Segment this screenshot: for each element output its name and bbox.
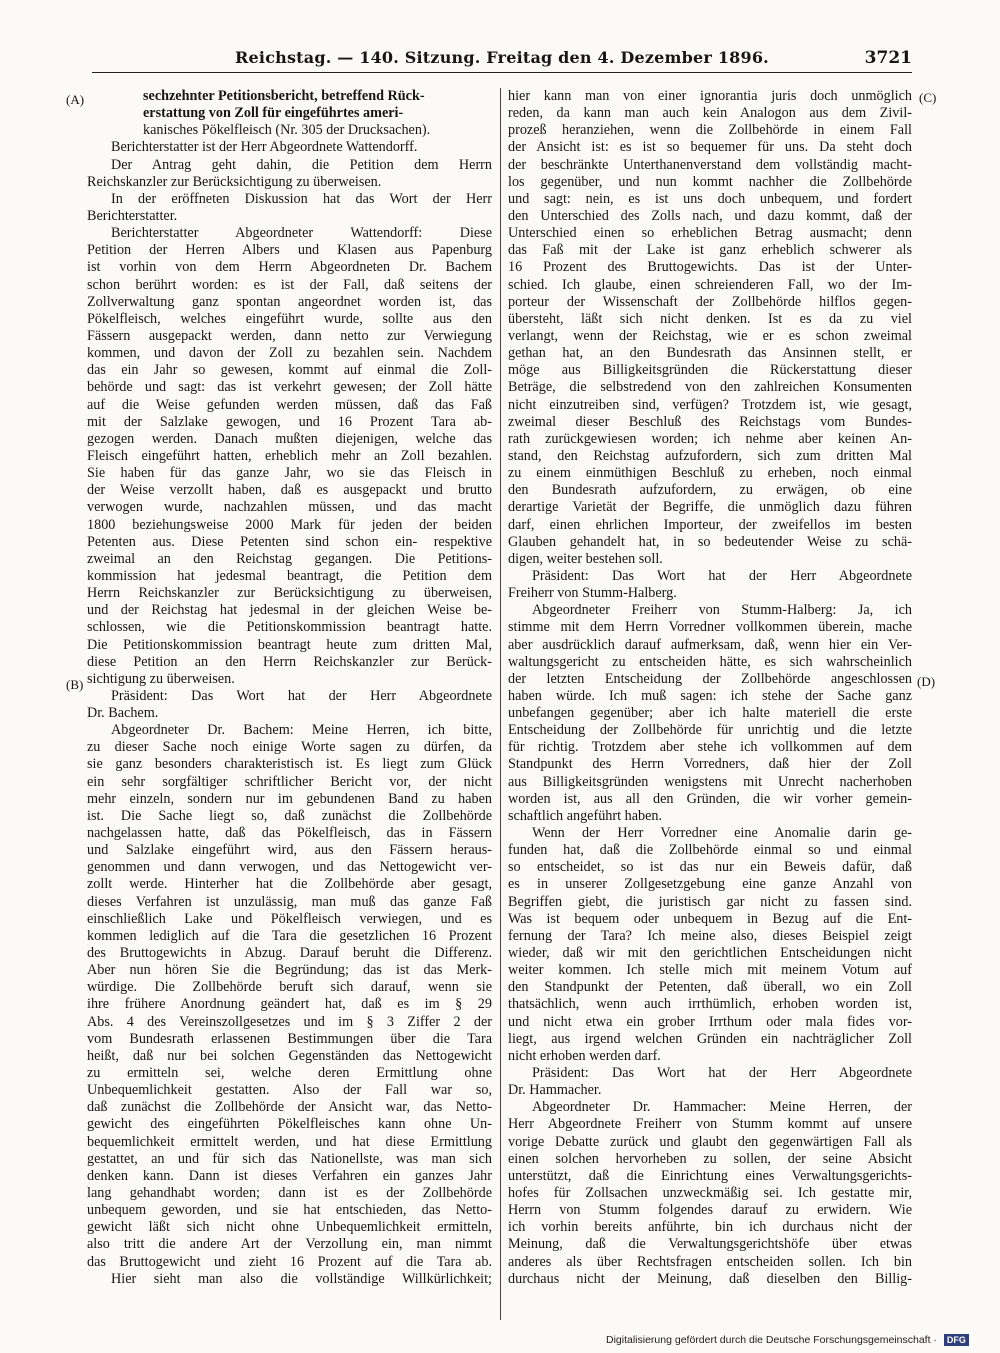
text-line: nicht einzutreiben sind, verfügen? Trotzdem ist, wie gesagt, bbox=[508, 396, 912, 413]
text-line: Der Antrag geht dahin, die Petition dem Herrn bbox=[111, 156, 492, 173]
text-line: unterstützt, daß die Einrichtung eines Verwaltungsgerichts- bbox=[508, 1167, 912, 1184]
text-line: daß zunächst die Zollbehörde der Ansicht war, das Netto- bbox=[87, 1099, 492, 1116]
text-line: ein sehr sorgfältiger schriftlicher Bericht vor, der nicht bbox=[87, 773, 492, 790]
text-line: der Weise verzollt haben, daß es ausgepackt und brutto bbox=[87, 482, 492, 499]
text-line: reden, da kann man auch kein Analogon aus dem Zivil- bbox=[508, 105, 912, 122]
margin-marker-c: (C) bbox=[919, 90, 937, 105]
text-line: und Salzlake eingeführt wird, aus den Fässern heraus- bbox=[87, 842, 492, 859]
text-line: und nicht etwa ein grober Irrthum oder mala fides vor- bbox=[508, 1013, 912, 1030]
text-line: sechzehnter Petitionsbericht, betreffend Rück- bbox=[143, 88, 425, 104]
text-line: kanisches Pökelfleisch (Nr. 305 der Drucksachen). bbox=[143, 122, 431, 139]
text-line: wieder, daß wir mit den gerichtlichen Entscheidungen nicht bbox=[508, 945, 912, 962]
text-line: mehr einzeln, sondern nur im gebundenen Band zu haben bbox=[87, 790, 492, 807]
text-line: ihre frühere Anordnung geändert hat, daß es im § 29 bbox=[87, 996, 492, 1013]
text-line: genommen und dann verwogen, und das Nettogewicht ver- bbox=[87, 859, 492, 876]
text-line: Reichskanzler zur Berücksichtigung zu überweisen. bbox=[87, 173, 382, 190]
text-line: Präsident: Das Wort hat der Herr Abgeordnete bbox=[111, 687, 492, 704]
text-line: der beschränkte Unterthanenverstand dem vollständig macht- bbox=[508, 156, 912, 173]
text-line: erstattung von Zoll für eingeführtes ameri- bbox=[143, 105, 404, 122]
text-line: Abs. 4 des Vereinszollgesetzes und im § 3 Ziffer 2 der bbox=[87, 1013, 492, 1030]
text-line: weiter kommen. Ich stelle mich mit meinem Votum auf bbox=[508, 962, 912, 979]
text-line: es in unserer Zollgesetzgebung eine ganze Anzahl von bbox=[508, 876, 912, 893]
text-line: porteur der Wissenschaft der Zollbehörde hilflos gegen- bbox=[508, 293, 912, 310]
text-line: Abgeordneter Dr. Hammacher: Meine Herren, der bbox=[532, 1099, 912, 1116]
text-line: Unbequemlichkeit gestatten. Also der Fall war so, bbox=[87, 1082, 492, 1099]
right-column bbox=[508, 88, 912, 1288]
text-line: Berichterstatter ist der Herr Abgeordnete Wattendorff. bbox=[111, 139, 418, 156]
text-line: möge aus Billigkeitsgründen die Rückerstattung dieser bbox=[508, 362, 912, 379]
text-line: vom Bundesrath erlassenen Bestimmungen über die Tara bbox=[87, 1030, 492, 1047]
text-line: sichtigung zu überweisen. bbox=[87, 670, 235, 687]
text-line: kommen lediglich auf die Tara die gesetzlichen 16 Prozent bbox=[87, 927, 492, 944]
text-line: Fleisch eingeführt hatten, erheblich mehr an Zoll bezahlen. bbox=[87, 447, 492, 464]
text-line: Standpunkt des Herrn Vorredners, daß hier der Zoll bbox=[508, 756, 912, 773]
text-line: bequemlichkeit ermittelt werden, und hat diese Ermittlung bbox=[87, 1133, 492, 1150]
text-line: Berichterstatter Abgeordneter Wattendorff: Diese bbox=[111, 225, 492, 242]
text-line: verwogen wurde, nachzahlen müssen, und das macht bbox=[87, 499, 492, 516]
text-line: liegt, aus irgend welchen Gründen ein nachträglicher Zoll bbox=[508, 1030, 912, 1047]
text-line: lang gehandhabt worden; dann ist es der Zollbehörde bbox=[87, 1185, 492, 1201]
text-line: Wenn der Herr Vorredner eine Anomalie darin ge- bbox=[532, 825, 912, 842]
text-line: den Unterschied des Zolls nach, und dazu kommt, daß der bbox=[508, 207, 912, 224]
text-line: zu einem einmüthigen Beschluß zu erheben, noch einmal bbox=[508, 465, 912, 482]
text-line: Aber nun hören Sie die Begründung; das ist das Merk- bbox=[87, 962, 492, 979]
text-line: kommission hat jedesmal beantragt, die Petition dem bbox=[87, 567, 492, 584]
text-line: Entscheidung der Zollbehörde für unrichtig und die letzte bbox=[508, 722, 912, 739]
text-line: das Faß mit der Lake ist ganz erheblich schwerer als bbox=[508, 242, 912, 259]
text-line: Pökelfleisch, welches eingeführt wurde, sollte aus den bbox=[87, 310, 492, 327]
text-line: Glauben gehandelt hat, in so bedeutender Weise zu schä- bbox=[508, 533, 912, 550]
text-line: schied. Ich glaube, einen schreienderen Fall, wo der Im- bbox=[508, 276, 912, 293]
page-number: 3721 bbox=[864, 48, 912, 68]
text-line: gezogen werden. Danach mußten diejenigen, welche das bbox=[87, 430, 492, 447]
text-line: gewicht läßt sich nicht ohne Unbequemlichkeit ermitteln, bbox=[87, 1219, 492, 1236]
text-line: Petition der Herren Albers und Klasen aus Papenburg bbox=[87, 242, 492, 259]
text-line: In der eröffneten Diskussion hat das Wort der Herr bbox=[111, 190, 492, 207]
text-line: zweimal dieser Beschluß des Reichstags vom Bundes- bbox=[508, 413, 912, 430]
text-line: haben würde. Ich muß sagen: ich stehe der Sache ganz bbox=[508, 687, 912, 704]
text-line: Begriffen giebt, die juristisch gar nicht zu fassen sind. bbox=[508, 893, 912, 910]
text-line: kommen, und davon der Zoll zu bezahlen sein. Nachdem bbox=[87, 345, 492, 362]
text-line: denken kann. Dann ist dieses Verfahren ein ganzes Jahr bbox=[87, 1167, 492, 1184]
text-line: nachgelassen hatte, daß das Pökelfleisch, das in Fässern bbox=[87, 825, 492, 842]
text-line: Beträge, die selbstredend von den zahlreichen Konsumenten bbox=[508, 379, 912, 396]
text-line: Hier sieht man also die vollständige Willkürlichkeit; bbox=[111, 1270, 492, 1287]
text-line: der letzten Entscheidung der Zollbehörde angeschlossen bbox=[508, 670, 912, 687]
text-line: übersteht, läßt sich nicht denken. Ist es da zu viel bbox=[508, 310, 912, 327]
text-line: das Bruttogewicht und zieht 16 Prozent auf die Tara ab. bbox=[87, 1253, 492, 1270]
text-line: gewicht des eingeführten Pökelfleisches kann ohne Un- bbox=[87, 1116, 492, 1133]
text-line: unbequem geworden, und sie hat entschieden, das Netto- bbox=[87, 1202, 492, 1219]
text-line: waltungsgericht zu entscheiden hätte, es sich wahrscheinlich bbox=[508, 653, 912, 670]
text-line: Fässern ausgepackt werden, dann netto zur Verwiegung bbox=[87, 327, 492, 344]
text-line: hofes für Zollsachen unzweckmäßig sei. Ich gestatte mir, bbox=[508, 1185, 912, 1201]
text-line: Präsident: Das Wort hat der Herr Abgeordnete bbox=[532, 567, 912, 584]
text-line: digen, weiter bestehen soll. bbox=[508, 550, 663, 567]
text-line: heißt, daß nur bei solchen Gegenständen das Nettogewicht bbox=[87, 1047, 492, 1064]
text-line: ist vorhin von dem Herrn Abgeordneten Dr. Bachem bbox=[87, 259, 492, 276]
text-line: verlangt, wenn der Reichstag, wie er es schon zweimal bbox=[508, 327, 912, 344]
text-line: und sagt: nein, es ist uns doch unbequem, und fordert bbox=[508, 190, 912, 207]
text-line: fernung der Tara? Ich meine also, dieses Beispiel zeigt bbox=[508, 927, 912, 944]
footer-text: Digitalisierung gefördert durch die Deutsche Forschungsgemeinschaft bbox=[606, 1334, 931, 1346]
text-line: also tritt die andere Art der Verzollung ein, man nimmt bbox=[87, 1236, 492, 1253]
text-line: schaftlich angeführt haben. bbox=[508, 807, 663, 824]
text-line: anderes als über Rechtsfragen entscheiden sollen. Ich bin bbox=[508, 1253, 912, 1270]
text-line: der Ansicht ist: es ist so bequemer für uns. Da steht doch bbox=[508, 139, 912, 156]
text-line: Was ist bequem oder unbequem in Bezug auf die Ent- bbox=[508, 910, 912, 927]
left-column bbox=[87, 88, 492, 1288]
text-line: schon berührt worden: es ist der Fall, daß seitens der bbox=[87, 276, 492, 293]
text-line: einschließlich Lake und Pökelfleisch verwiegen, und es bbox=[87, 910, 492, 927]
text-line: würdige. Die Zollbehörde beruft sich darauf, wenn sie bbox=[87, 979, 492, 996]
text-line: zweimal an den Reichstag gegangen. Die Petitions- bbox=[87, 550, 492, 567]
text-line: ich vorhin bereits anführte, bin ich durchaus nicht der bbox=[508, 1219, 912, 1236]
margin-marker-a: (A) bbox=[66, 92, 85, 107]
text-line: mit der Salzlake gewogen, und 16 Prozent Tara ab- bbox=[87, 413, 492, 430]
text-line: Herrn von Stumm folgendes darauf zu erwidern. Wie bbox=[508, 1202, 912, 1219]
text-line: thatsächlich, wenn auch irrthümlich, erhoben worden ist, bbox=[508, 996, 912, 1013]
footer-credit: Digitalisierung gefördert durch die Deutsche Forschungsgemeinschaft · DFG bbox=[606, 1334, 986, 1348]
text-line: darf, einen ehrlichen Importeur, der zweifellos im besten bbox=[508, 516, 912, 533]
text-line: Dr. Bachem. bbox=[87, 705, 159, 722]
text-line: aus Billigkeitsgründen wenigstens mit Unrecht nacherhoben bbox=[508, 773, 912, 790]
text-line: sie ganz besonders charakteristisch ist. Es liegt zum Glück bbox=[87, 756, 492, 773]
text-line: schlossen, wie die Petitionskommission beantragt hatte. bbox=[87, 619, 492, 636]
text-line: den Standpunkt der Petenten, daß überall, wo ein Zoll bbox=[508, 979, 912, 996]
text-line: gethan hat, an den Bundesrath das Ansinnen stellt, er bbox=[508, 345, 912, 362]
text-line: prozeß heranziehen, wenn die Zollbehörde in einem Fall bbox=[508, 122, 912, 139]
header-title: Reichstag. — 140. Sitzung. Freitag den 4. Dezember 1896. bbox=[235, 48, 769, 67]
text-line: Meinung, daß die Verwaltungsgerichtshöfe über etwas bbox=[508, 1236, 912, 1253]
text-line: ist. Die Sache liegt so, daß zunächst die Zollbehörde bbox=[87, 807, 492, 824]
text-line: los gegenüber, und nun kommt nachher die Zollbehörde bbox=[508, 173, 912, 190]
text-line: stand, den Reichstag aufzufordern, sich zum dritten Mal bbox=[508, 447, 912, 464]
text-line: Präsident: Das Wort hat der Herr Abgeordnete bbox=[532, 1065, 912, 1082]
text-line: Herr Abgeordnete Freiherr von Stumm kommt auf unsere bbox=[508, 1116, 912, 1133]
text-line: behörde und sagt: das ist verkehrt gewesen; der Zoll hätte bbox=[87, 379, 492, 396]
text-line: funden hat, daß die Zollbehörde einmal so und einmal bbox=[508, 842, 912, 859]
text-line: nicht erhoben werden darf. bbox=[508, 1047, 661, 1064]
text-line: den Bundesrath aufzufordern, zu erwägen, ob eine bbox=[508, 482, 912, 499]
page-header bbox=[92, 44, 912, 73]
text-line: Abgeordneter Freiherr von Stumm-Halberg: Ja, ich bbox=[532, 602, 912, 619]
text-line: einen solchen hervorheben zu sollen, der seine Absicht bbox=[508, 1150, 912, 1167]
text-line: Unterschied einen so erheblichen Betrag ausmacht; denn bbox=[508, 225, 912, 242]
text-line: unbefangen gegenüber; aber ich halte materiell die erste bbox=[508, 705, 912, 722]
text-line: rath zurückgewiesen worden; ich nehme aber keinen An- bbox=[508, 430, 912, 447]
text-line: für richtig. Trotzdem aber stehe ich vollkommen auf dem bbox=[508, 739, 912, 756]
margin-marker-d: (D) bbox=[917, 674, 936, 689]
text-line: vorige Debatte zurück und glaubt den gegenwärtigen Fall als bbox=[508, 1133, 912, 1150]
text-line: auf die Weise gefunden werden müssen, daß das Faß bbox=[87, 396, 492, 413]
text-line: Freiherr von Stumm-Halberg. bbox=[508, 585, 677, 602]
text-line: 1800 beziehungsweise 2000 Mark für jeden der beiden bbox=[87, 516, 492, 533]
text-line: durchaus nicht der Meinung, daß dieselben den Billig- bbox=[508, 1270, 912, 1287]
text-line: des Bruttogewichts in Abzug. Darauf beruht die Differenz. bbox=[87, 945, 492, 962]
text-line: diese Petition an den Herrn Reichskanzler zur Berück- bbox=[87, 653, 492, 670]
text-line: aber ausdrücklich darauf aufmerksam, daß, wenn hier ein Ver- bbox=[508, 636, 912, 653]
text-line: das ein Jahr so gewesen, kommt auf einmal die Zoll- bbox=[87, 362, 492, 379]
text-line: Sie haben für das ganze Jahr, wo sie das Fleisch in bbox=[87, 465, 492, 482]
column-divider bbox=[500, 88, 501, 1320]
dfg-logo: DFG bbox=[944, 1334, 969, 1346]
text-line: zollt werde. Hinterher hat die Zollbehörde aber gesagt, bbox=[87, 876, 492, 893]
text-line: so entscheidet, so ist das nur ein Beweis dafür, daß bbox=[508, 859, 912, 876]
text-line: derartige Varietät der Begriffe, die unmöglich dazu führen bbox=[508, 499, 912, 516]
margin-marker-b: (B) bbox=[66, 677, 84, 692]
text-line: und der Reichstag hat jedesmal in der gleichen Weise be- bbox=[87, 602, 492, 619]
text-line: Die Petitionskommission beantragt heute zum dritten Mal, bbox=[87, 636, 492, 653]
text-line: Petenten aus. Diese Petenten sind schon ein- respektive bbox=[87, 533, 492, 550]
text-line: Dr. Hammacher. bbox=[508, 1082, 602, 1099]
text-line: zu dieser Sache noch einige Worte sagen zu dürfen, da bbox=[87, 739, 492, 756]
text-line: Herrn Reichskanzler zur Berücksichtigung zu überweisen, bbox=[87, 585, 492, 602]
text-line: worden ist, aus all den Gründen, die wir vorher gemein- bbox=[508, 790, 912, 807]
text-line: dieses Verfahren ist unzulässig, man muß das ganze Faß bbox=[87, 893, 492, 910]
text-line: zu ermitteln sei, welche deren Ermittlung ohne bbox=[87, 1065, 492, 1082]
text-line: Abgeordneter Dr. Bachem: Meine Herren, ich bitte, bbox=[111, 722, 492, 739]
text-line: hier kann man von einer ignorantia juris doch unmöglich bbox=[508, 88, 912, 104]
text-line: Zollverwaltung ganz spontan angeordnet worden ist, das bbox=[87, 293, 492, 310]
text-line: gestattet, an und für sich das Nationellste, was man sich bbox=[87, 1150, 492, 1167]
text-line: stimme mit dem Herrn Vorredner vollkommen überein, mache bbox=[508, 619, 912, 636]
text-line: 16 Prozent des Bruttogewichts. Das ist der Unter- bbox=[508, 259, 912, 276]
text-line: Berichterstatter. bbox=[87, 207, 178, 224]
